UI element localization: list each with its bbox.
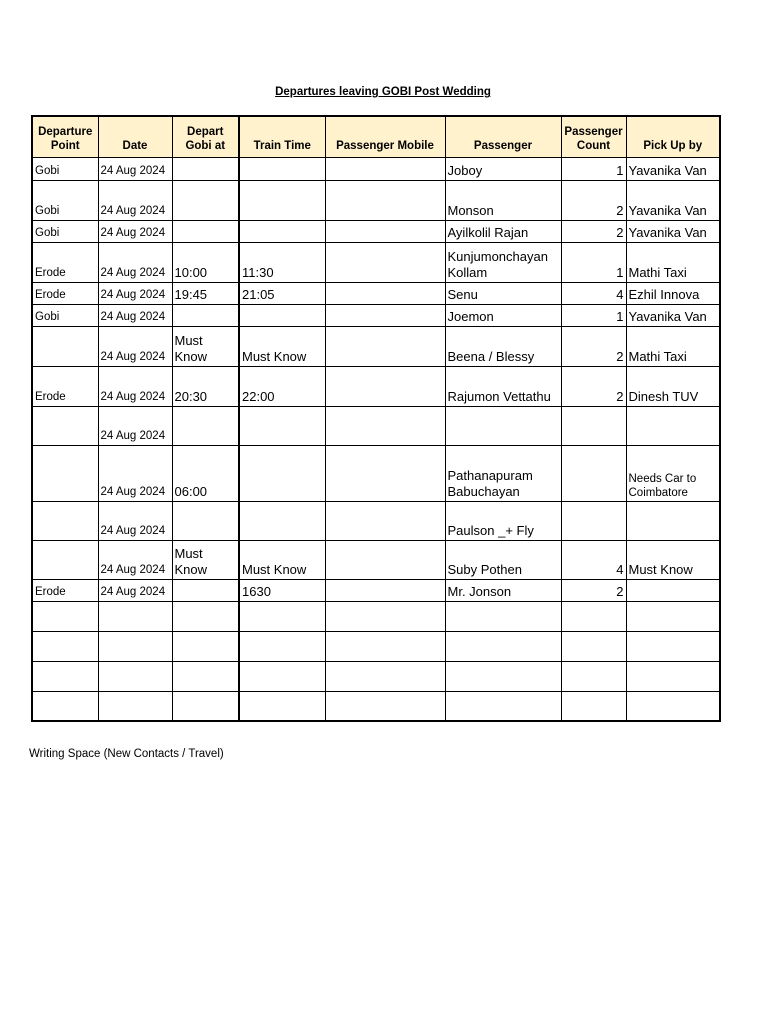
table-row: [32, 157, 720, 180]
departure-point-cell: Erode: [32, 242, 98, 282]
passenger-mobile-cell: [325, 282, 445, 304]
date-cell: 24 Aug 2024: [98, 445, 172, 501]
depart-gobi-at-cell: [172, 601, 239, 631]
table-row: [32, 326, 720, 366]
passenger-mobile-cell: [325, 220, 445, 242]
date-cell: 24 Aug 2024: [98, 540, 172, 579]
train-time-cell: 11:30: [239, 242, 325, 282]
departure-point-cell: [32, 661, 98, 691]
table-row: [32, 540, 720, 579]
pick-up-by-cell: [626, 631, 720, 661]
pick-up-by-cell: Needs Car to Coimbatore: [626, 445, 720, 501]
passenger-count-cell: [561, 661, 626, 691]
passenger-cell: Ayilkolil Rajan: [445, 220, 561, 242]
passenger-cell: [445, 406, 561, 445]
depart-gobi-at-cell: 06:00: [172, 445, 239, 501]
header-train-time: Train Time: [239, 116, 325, 157]
depart-gobi-at-cell: [172, 631, 239, 661]
table-row: [32, 445, 720, 501]
passenger-count-cell: 1: [561, 304, 626, 326]
depart-gobi-at-cell: [172, 691, 239, 721]
depart-gobi-at-cell: [172, 501, 239, 540]
table-row: [32, 366, 720, 406]
departure-point-cell: Erode: [32, 579, 98, 601]
passenger-mobile-cell: [325, 304, 445, 326]
pick-up-by-cell: [626, 501, 720, 540]
depart-gobi-at-cell: [172, 304, 239, 326]
passenger-cell: Beena / Blessy: [445, 326, 561, 366]
date-cell: 24 Aug 2024: [98, 220, 172, 242]
date-cell: 24 Aug 2024: [98, 366, 172, 406]
pick-up-by-cell: [626, 406, 720, 445]
pick-up-by-cell: [626, 579, 720, 601]
passenger-count-cell: 2: [561, 366, 626, 406]
departure-point-cell: [32, 501, 98, 540]
passenger-cell: [445, 691, 561, 721]
pick-up-by-cell: Yavanika Van: [626, 304, 720, 326]
passenger-mobile-cell: [325, 180, 445, 220]
header-departure-point: Departure Point: [32, 116, 98, 157]
table-header-row: [32, 116, 720, 157]
train-time-cell: [239, 661, 325, 691]
departure-point-cell: [32, 691, 98, 721]
departures-table: [31, 115, 721, 722]
date-cell: 24 Aug 2024: [98, 304, 172, 326]
passenger-cell: [445, 661, 561, 691]
date-cell: 24 Aug 2024: [98, 406, 172, 445]
passenger-count-cell: 1: [561, 242, 626, 282]
pick-up-by-cell: Dinesh TUV: [626, 366, 720, 406]
train-time-cell: [239, 157, 325, 180]
header-passenger-mobile: Passenger Mobile: [325, 116, 445, 157]
train-time-cell: Must Know: [239, 540, 325, 579]
date-cell: 24 Aug 2024: [98, 326, 172, 366]
table-row: [32, 220, 720, 242]
passenger-count-cell: 2: [561, 326, 626, 366]
train-time-cell: [239, 445, 325, 501]
passenger-mobile-cell: [325, 631, 445, 661]
train-time-cell: Must Know: [239, 326, 325, 366]
train-time-cell: [239, 304, 325, 326]
pick-up-by-cell: [626, 601, 720, 631]
departure-point-cell: [32, 445, 98, 501]
passenger-mobile-cell: [325, 579, 445, 601]
table-row: [32, 661, 720, 691]
passenger-mobile-cell: [325, 366, 445, 406]
header-passenger-count: Passenger Count: [561, 116, 626, 157]
date-cell: 24 Aug 2024: [98, 501, 172, 540]
train-time-cell: [239, 691, 325, 721]
passenger-cell: Paulson _+ Fly: [445, 501, 561, 540]
train-time-cell: [239, 180, 325, 220]
table-row: [32, 242, 720, 282]
header-pick-up-by: Pick Up by: [626, 116, 720, 157]
date-cell: 24 Aug 2024: [98, 180, 172, 220]
passenger-cell: Senu: [445, 282, 561, 304]
passenger-cell: Suby Pothen: [445, 540, 561, 579]
table-body: [32, 157, 720, 721]
passenger-cell: Joemon: [445, 304, 561, 326]
table-row: [32, 601, 720, 631]
passenger-count-cell: [561, 445, 626, 501]
pick-up-by-cell: Ezhil Innova: [626, 282, 720, 304]
departure-point-cell: Erode: [32, 282, 98, 304]
pick-up-by-cell: Yavanika Van: [626, 220, 720, 242]
date-cell: [98, 631, 172, 661]
passenger-mobile-cell: [325, 326, 445, 366]
passenger-count-cell: 4: [561, 540, 626, 579]
table-row: [32, 180, 720, 220]
pick-up-by-cell: Yavanika Van: [626, 157, 720, 180]
departure-point-cell: [32, 406, 98, 445]
passenger-mobile-cell: [325, 661, 445, 691]
writing-space-label: Writing Space (New Contacts / Travel): [29, 748, 224, 760]
table-row: [32, 304, 720, 326]
passenger-mobile-cell: [325, 157, 445, 180]
pick-up-by-cell: [626, 661, 720, 691]
passenger-cell: [445, 601, 561, 631]
date-cell: 24 Aug 2024: [98, 157, 172, 180]
passenger-cell: Rajumon Vettathu: [445, 366, 561, 406]
departure-point-cell: [32, 631, 98, 661]
passenger-cell: Joboy: [445, 157, 561, 180]
date-cell: 24 Aug 2024: [98, 282, 172, 304]
passenger-count-cell: [561, 631, 626, 661]
depart-gobi-at-cell: [172, 157, 239, 180]
pick-up-by-cell: Mathi Taxi: [626, 242, 720, 282]
header-passenger: Passenger: [445, 116, 561, 157]
departure-point-cell: Gobi: [32, 180, 98, 220]
passenger-count-cell: [561, 691, 626, 721]
passenger-count-cell: [561, 406, 626, 445]
departure-point-cell: [32, 540, 98, 579]
passenger-mobile-cell: [325, 406, 445, 445]
header-depart-gobi-at: Depart Gobi at: [172, 116, 239, 157]
depart-gobi-at-cell: Must Know: [172, 326, 239, 366]
departure-point-cell: Gobi: [32, 304, 98, 326]
depart-gobi-at-cell: [172, 180, 239, 220]
table-row: [32, 282, 720, 304]
departure-point-cell: [32, 326, 98, 366]
passenger-cell: Mr. Jonson: [445, 579, 561, 601]
passenger-cell: Monson: [445, 180, 561, 220]
pick-up-by-cell: Yavanika Van: [626, 180, 720, 220]
depart-gobi-at-cell: Must Know: [172, 540, 239, 579]
passenger-cell: [445, 631, 561, 661]
departure-point-cell: Gobi: [32, 157, 98, 180]
train-time-cell: [239, 501, 325, 540]
passenger-count-cell: [561, 601, 626, 631]
departure-point-cell: Gobi: [32, 220, 98, 242]
date-cell: 24 Aug 2024: [98, 242, 172, 282]
header-date: Date: [98, 116, 172, 157]
train-time-cell: [239, 631, 325, 661]
table-row: [32, 579, 720, 601]
pick-up-by-cell: [626, 691, 720, 721]
passenger-cell: Pathanapuram Babuchayan: [445, 445, 561, 501]
table-row: [32, 691, 720, 721]
depart-gobi-at-cell: [172, 579, 239, 601]
depart-gobi-at-cell: 19:45: [172, 282, 239, 304]
date-cell: [98, 661, 172, 691]
train-time-cell: 1630: [239, 579, 325, 601]
train-time-cell: [239, 406, 325, 445]
pick-up-by-cell: Mathi Taxi: [626, 326, 720, 366]
passenger-mobile-cell: [325, 242, 445, 282]
pick-up-by-cell: Must Know: [626, 540, 720, 579]
train-time-cell: [239, 220, 325, 242]
passenger-mobile-cell: [325, 540, 445, 579]
depart-gobi-at-cell: [172, 220, 239, 242]
depart-gobi-at-cell: 20:30: [172, 366, 239, 406]
passenger-count-cell: 2: [561, 180, 626, 220]
passenger-mobile-cell: [325, 601, 445, 631]
passenger-mobile-cell: [325, 691, 445, 721]
train-time-cell: 21:05: [239, 282, 325, 304]
depart-gobi-at-cell: [172, 661, 239, 691]
date-cell: 24 Aug 2024: [98, 579, 172, 601]
departure-point-cell: [32, 601, 98, 631]
depart-gobi-at-cell: 10:00: [172, 242, 239, 282]
train-time-cell: 22:00: [239, 366, 325, 406]
date-cell: [98, 691, 172, 721]
page-title: Departures leaving GOBI Post Wedding: [275, 86, 491, 98]
passenger-mobile-cell: [325, 445, 445, 501]
passenger-cell: Kunjumonchayan Kollam: [445, 242, 561, 282]
train-time-cell: [239, 601, 325, 631]
passenger-count-cell: 2: [561, 220, 626, 242]
table-row: [32, 501, 720, 540]
passenger-count-cell: 4: [561, 282, 626, 304]
passenger-mobile-cell: [325, 501, 445, 540]
departure-point-cell: Erode: [32, 366, 98, 406]
table-row: [32, 631, 720, 661]
date-cell: [98, 601, 172, 631]
passenger-count-cell: [561, 501, 626, 540]
depart-gobi-at-cell: [172, 406, 239, 445]
passenger-count-cell: 2: [561, 579, 626, 601]
passenger-count-cell: 1: [561, 157, 626, 180]
table-row: [32, 406, 720, 445]
